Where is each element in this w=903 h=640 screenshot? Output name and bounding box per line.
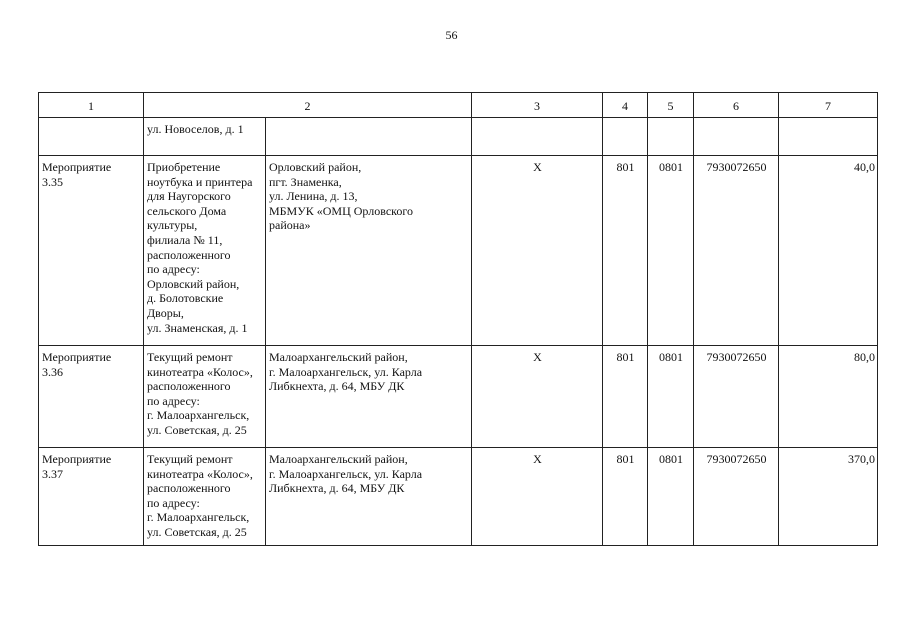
cell-line: д. Болотовские [147,291,224,306]
cell-line: МБМУК «ОМЦ Орловского [269,203,413,218]
cell-description [144,118,266,156]
table-row [39,156,878,346]
cell-col5: 0801 [648,346,694,448]
cell-line: Дворы, [147,305,184,320]
cell-address [266,346,472,448]
cell-line: г. Малоархангельск, ул. Карла [269,466,423,481]
cell-col5: 0801 [648,156,694,346]
cell-col4: 801 [603,448,648,546]
cell-col5: 0801 [648,448,694,546]
header-col-2: 2 [144,93,472,118]
cell-line: Текущий ремонт [147,350,233,364]
cell-col6: 7930072650 [694,156,779,346]
cell-line: для Наугорского [147,189,231,204]
cell-col6 [694,118,779,156]
cell-line: 3.36 [42,364,63,379]
cell-line: г. Малоархангельск, [147,408,250,423]
cell-line: филиала № 11, [147,232,223,247]
cell-address [266,118,472,156]
cell-col5 [648,118,694,156]
cell-line: Либкнехта, д. 64, МБУ ДК [269,481,405,496]
cell-line: сельского Дома [147,203,227,218]
cell-col3: X [472,448,603,546]
table-row [39,448,878,546]
cell-address [266,448,472,546]
cell-line: района» [269,218,311,233]
cell-description [144,156,266,346]
table-row [39,346,878,448]
header-col-6: 6 [694,93,779,118]
cell-line: по адресу: [147,495,200,510]
cell-line: г. Малоархангельск, [147,510,250,525]
cell-line: расположенного [147,481,231,496]
cell-line: Либкнехта, д. 64, МБУ ДК [269,379,405,394]
cell-line: 3.37 [42,466,63,481]
table-row-continuation [39,118,878,156]
cell-line: по адресу: [147,262,200,277]
cell-line: 3.35 [42,174,63,189]
cell-col3: X [472,156,603,346]
cell-line: ноутбука и принтера [147,174,253,189]
budget-table [38,92,878,546]
header-col-7: 7 [779,93,878,118]
cell-line: ул. Новоселов, д. 1 [147,122,244,136]
cell-line: ул. Советская, д. 25 [147,524,247,539]
cell-col4: 801 [603,156,648,346]
cell-line: Малоархангельский район, [269,452,408,466]
cell-line: г. Малоархангельск, ул. Карла [269,364,423,379]
cell-line: пгт. Знаменка, [269,174,342,189]
cell-line: Малоархангельский район, [269,350,408,364]
cell-line: кинотеатра «Колос», [147,364,253,379]
cell-col6: 7930072650 [694,448,779,546]
cell-col3: X [472,346,603,448]
cell-line: ул. Знаменская, д. 1 [147,320,248,335]
cell-event [39,118,144,156]
header-col-4: 4 [603,93,648,118]
cell-line: ул. Ленина, д. 13, [269,189,358,204]
cell-event [39,156,144,346]
header-row [39,93,878,118]
cell-line: Приобретение [147,160,221,174]
cell-description [144,346,266,448]
cell-col6: 7930072650 [694,346,779,448]
cell-line: культуры, [147,218,198,233]
cell-line: расположенного [147,379,231,394]
cell-line: кинотеатра «Колос», [147,466,253,481]
cell-line: Мероприятие [42,160,112,174]
cell-line: расположенного [147,247,231,262]
cell-event [39,346,144,448]
cell-col7: 80,0 [779,346,878,448]
cell-col4 [603,118,648,156]
cell-line: Мероприятие [42,452,112,466]
cell-line: Орловский район, [269,160,362,174]
cell-description [144,448,266,546]
cell-col4: 801 [603,346,648,448]
cell-line: по адресу: [147,393,200,408]
cell-line: Мероприятие [42,350,112,364]
cell-col7 [779,118,878,156]
cell-col3 [472,118,603,156]
cell-address [266,156,472,346]
cell-line: Текущий ремонт [147,452,233,466]
cell-line: Орловский район, [147,276,240,291]
cell-event [39,448,144,546]
header-col-5: 5 [648,93,694,118]
cell-col7: 370,0 [779,448,878,546]
page-number: 56 [445,28,458,42]
header-col-1: 1 [39,93,144,118]
cell-col7: 40,0 [779,156,878,346]
cell-line: ул. Советская, д. 25 [147,422,247,437]
header-col-3: 3 [472,93,603,118]
